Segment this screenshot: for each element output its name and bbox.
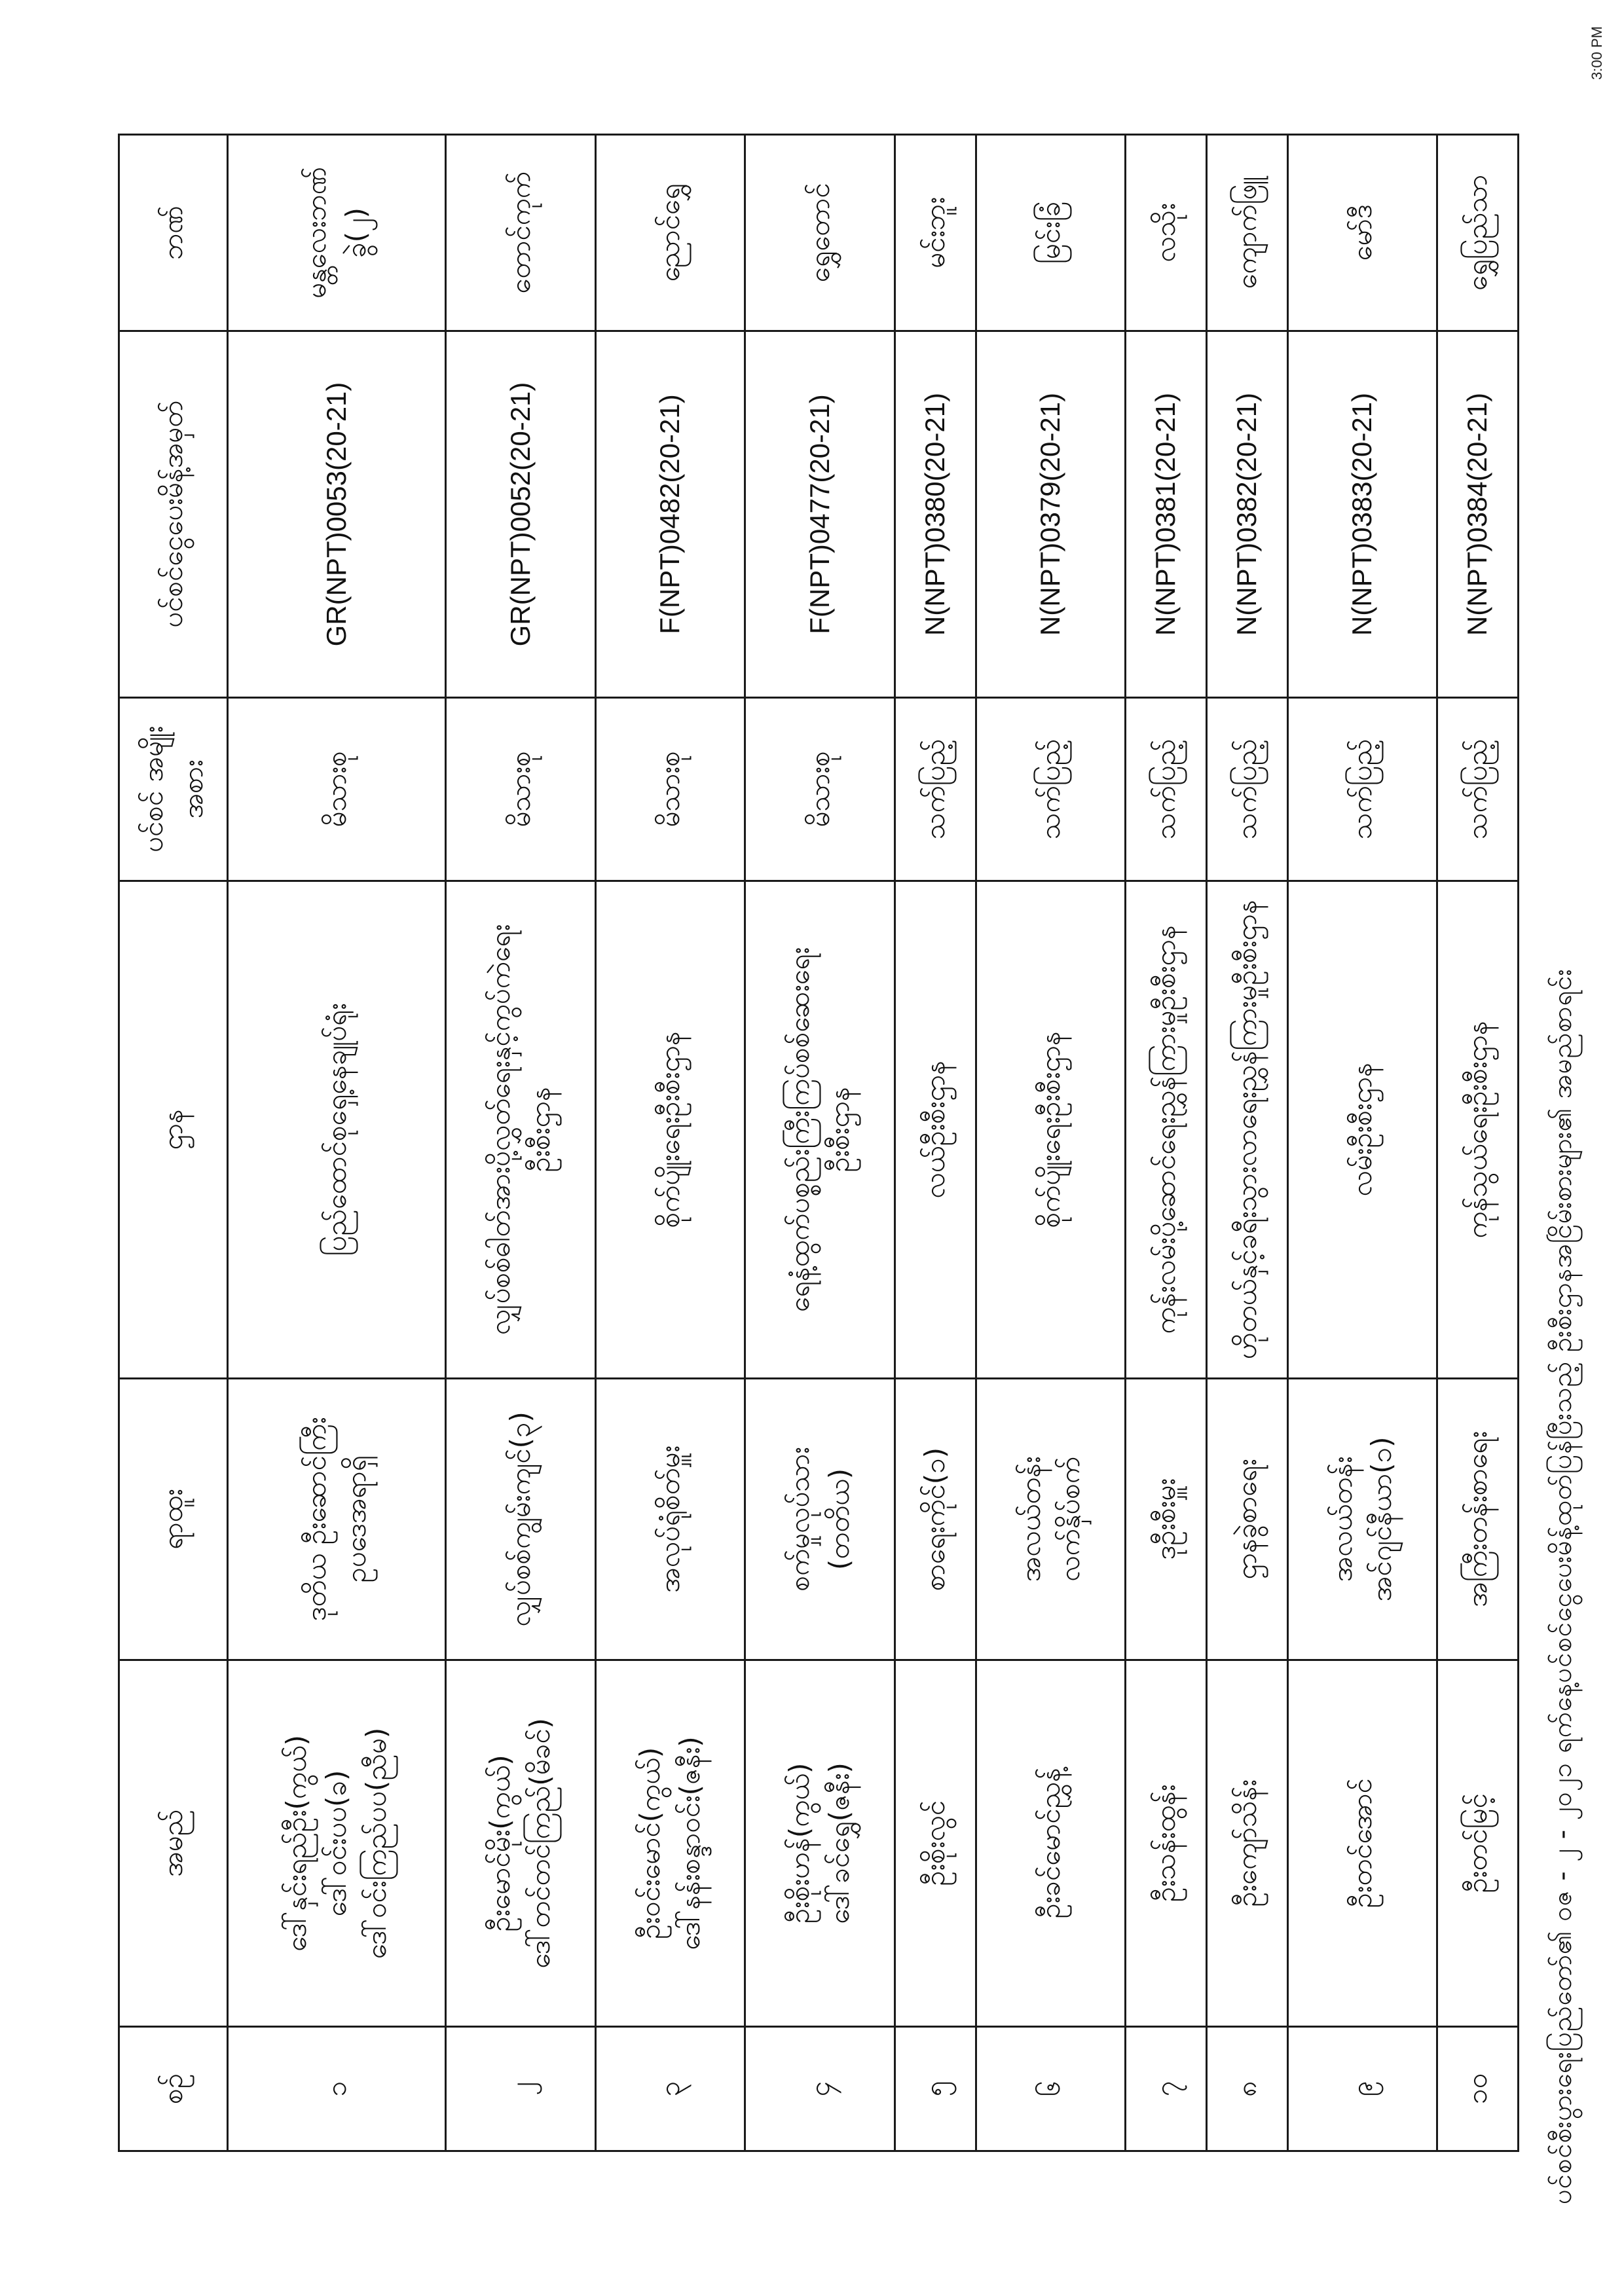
cell-name-line: ဒေါ်နှင်းရည်ဦး(ကွယ်) <box>280 1735 312 1952</box>
cell-rank-line: စက်မှုလုပ်သား <box>783 1447 816 1592</box>
cell-pension-type-line: မိသားစု <box>504 751 536 828</box>
cell-no: ၃ <box>595 2027 745 2151</box>
table-row <box>1126 135 1207 2151</box>
cell-department-line: စိုက်ပျိုးရေးဦးစီးဌာန <box>654 1031 686 1228</box>
cell-department <box>1287 881 1437 1379</box>
cell-rank-line: အင်ဂျင်နီယာ(၁) <box>1365 1436 1398 1602</box>
cell-pension-type-line: သက်ပြည့် <box>918 738 951 840</box>
cell-pension-type-line: သက်ပြည့် <box>1033 738 1066 840</box>
table-row <box>1287 135 1437 2151</box>
cell-pension-type <box>976 698 1126 881</box>
cell-name-line: ဦးခင်မောင်ညွှန့် <box>1033 1768 1066 1919</box>
cell-name-line: ဦးသန်းထွန်း <box>1149 1784 1182 1903</box>
cell-rank <box>446 1379 596 1660</box>
cell-pension-type <box>446 698 596 881</box>
cell-no: ၁၀ <box>1437 2027 1519 2151</box>
cell-rank <box>595 1379 745 1660</box>
cell-rank <box>1287 1379 1437 1660</box>
cell-name-line: ဦးဝင်းမောင်(ကွယ်) <box>633 1747 666 1940</box>
cell-rank-line: အလယ်တန်း <box>1325 1456 1358 1582</box>
cell-bank: မော်ဒီ <box>1287 135 1437 331</box>
cell-rank <box>228 1379 446 1660</box>
cell-department <box>1126 881 1207 1379</box>
cell-name <box>1287 1660 1437 2027</box>
cell-order-number: N(NPT)0380(20-21) <box>895 331 976 698</box>
cell-name <box>976 1660 1126 2027</box>
cell-pension-type-line: မိသားစု <box>803 751 836 828</box>
table-row <box>595 135 745 2151</box>
cell-order-number: N(NPT)0382(20-21) <box>1206 331 1287 698</box>
cell-rank <box>1126 1379 1207 1660</box>
cell-department-line: စိုက်ပျိုးရေးဦးစီးဌာန <box>1033 1031 1066 1228</box>
cell-name-line: ဦးမောင်မိုး(ကွယ်) <box>484 1755 517 1932</box>
cell-department-line: ဦးစီးဌာန <box>524 1087 557 1173</box>
cell-rank <box>1206 1379 1287 1660</box>
table-row <box>745 135 895 2151</box>
cell-rank <box>1437 1379 1519 1660</box>
cell-name-line: ဒေါ်ခင်ရွှေ(ဇနီး) <box>823 1762 856 1924</box>
cell-name-line: ဒေါ်နန်းစန္ဒာဝင်း(ဇနီး) <box>673 1736 706 1950</box>
col-header-name: အမည် <box>119 1660 228 2027</box>
cell-bank: မြင်းခြံ <box>976 135 1126 331</box>
cell-no: ၄ <box>745 2027 895 2151</box>
cell-name-line: ဦးစိုးလွင် <box>918 1800 951 1886</box>
cell-department <box>745 881 895 1379</box>
col-header-department: ဌာန <box>119 881 228 1379</box>
cell-no: ၁ <box>228 2027 446 2151</box>
cell-order-number: N(NPT)0383(20-21) <box>1287 331 1437 698</box>
cell-pension-type <box>228 698 446 881</box>
cell-pension-type <box>895 698 976 881</box>
cell-department-line: ဦးစီးဌာန <box>823 1087 856 1173</box>
cell-pension-type-line: သက်ပြည့် <box>1230 738 1263 840</box>
cell-rank-line: ဒုဦးစီးမှူး <box>1149 1478 1182 1560</box>
cell-department <box>895 881 976 1379</box>
cell-rank-line: လျှပ်စစ်ကျွမ်းကျင်(၃) <box>504 1412 536 1627</box>
cell-pension-type <box>595 698 745 881</box>
cell-bank: မန္တလေးဘဏ်ခွဲ(၂) <box>228 135 446 331</box>
cell-department-line: ပြည်ထောင်စုရှေ့နေချုပ်ရုံး <box>320 1003 352 1256</box>
cell-name <box>595 1660 745 2027</box>
cell-no: ၈ <box>1206 2027 1287 2151</box>
cell-pension-type-line: မိသားစု <box>320 751 352 828</box>
cell-pension-type <box>1126 698 1207 881</box>
cell-department <box>1206 881 1287 1379</box>
cell-rank-line: ဌာနခွဲစာရေး <box>1230 1459 1263 1580</box>
cell-bank: ရွှေပြည်သာ <box>1437 135 1519 331</box>
table-row <box>976 135 1126 2151</box>
pension-table <box>118 134 1519 2152</box>
cell-bank: မင်းဘူး <box>895 135 976 331</box>
cell-name-line: ဦးတင်မြင့် <box>1461 1793 1494 1893</box>
cell-department <box>595 881 745 1379</box>
cell-department-line: လယ်ဦးစီးဌာန <box>918 1061 951 1199</box>
cell-name-line: ဒေါ်တင်တင်ကြည်(မိခင်) <box>524 1718 557 1969</box>
cell-pension-type-line: သက်ပြည့် <box>1345 738 1378 840</box>
cell-order-number: N(NPT)0379(20-21) <box>976 331 1126 698</box>
cell-name <box>446 1660 596 2027</box>
cell-no: ၂ <box>446 2027 596 2151</box>
cell-rank-line: ဒုတိယ ဦးဆောင်ကြီး <box>300 1417 333 1622</box>
cell-name <box>1126 1660 1207 2027</box>
cell-name <box>1206 1660 1287 2027</box>
cell-bank: လသိုး <box>1126 135 1207 331</box>
cell-department-line: လျှပ်စစ်ဓါတ်အားပို့လွှတ်ရေးနှင့်ကွပ်ကဲရေး <box>484 924 517 1336</box>
cell-rank-line: လက်နှိပ်စက် <box>1054 1457 1086 1582</box>
cell-name <box>895 1660 976 2027</box>
cell-pension-type-line: မိသားစု <box>654 751 686 828</box>
cell-name-line: ဒေါ်ဝင်းပပ(ခ) <box>320 1770 352 1917</box>
cell-department <box>228 881 446 1379</box>
table-row <box>895 135 976 2151</box>
cell-pension-type-line: သက်ပြည့် <box>1149 738 1182 840</box>
cell-rank-line: ဥပဒေအရာရှိ <box>340 1455 373 1583</box>
table-row <box>446 135 596 2151</box>
cell-name <box>745 1660 895 2027</box>
table-header-row <box>119 135 228 2151</box>
timestamp: 3:00 PM <box>1589 26 1605 80</box>
cell-order-number: F(NPT)0477(20-21) <box>745 331 895 698</box>
cell-bank: ရွှေတောင် <box>745 135 895 331</box>
cell-no: ၆ <box>976 2027 1126 2151</box>
cell-no: ၅ <box>895 2027 976 2151</box>
cell-rank-line: (တတိယ) <box>823 1468 856 1571</box>
cell-department-line: ကုန်သွယ်ရေးဦးစီးဌာန <box>1461 1021 1494 1239</box>
cell-department <box>1437 881 1519 1379</box>
cell-pension-type <box>1437 698 1519 881</box>
cell-department-line: ကုန်းလမ်းပို့ဆောင်ရေးညွှန်ကြားမှုဦးစီးဌာန <box>1149 925 1182 1334</box>
cell-no: ၇ <box>1126 2027 1207 2151</box>
cell-order-number: F(NPT)0482(20-21) <box>595 331 745 698</box>
cell-department-line: ဟိုတယ်နှင့်ခရီးသွားလာရေးညွှန်ကြားမှုဦးစီးဌာန <box>1230 900 1263 1360</box>
cell-rank <box>745 1379 895 1660</box>
cell-department-line: ရေနံ့ထွက်ပစ္စည်းကြီးကြပ်စစ်ဆေးရေး <box>783 947 816 1313</box>
cell-department <box>976 881 1126 1379</box>
cell-name-line: ဦးစိုးဟန်(ကွယ်) <box>783 1762 816 1924</box>
cell-name-line: ဒေါ်ဝင်းကြည်ပပ(ညီမ) <box>360 1727 392 1959</box>
cell-rank-line: အလယ်တန်း <box>1014 1456 1046 1582</box>
cell-rank-line: စာရေးကိုင်(၁) <box>918 1447 951 1592</box>
cell-order-number: N(NPT)0384(20-21) <box>1437 331 1519 698</box>
cell-pension-type <box>745 698 895 881</box>
col-header-rank: ရာထူး <box>119 1379 228 1660</box>
col-header-order-number: ပင်စင်ငွေပေးမိန့်အမှတ် <box>119 331 228 698</box>
col-header-pension-type: ပင်စင် အမျိုးအစား <box>119 698 228 881</box>
cell-rank-line: အလုပ်ရုံစိတ်မှူး <box>654 1445 686 1594</box>
table-row <box>1206 135 1287 2151</box>
cell-pension-type-line: သက်ပြည့် <box>1461 738 1494 840</box>
cell-rank-line: အကြီးတန်းစာရေး <box>1461 1430 1494 1608</box>
cell-name <box>228 1660 446 2027</box>
cell-order-number: GR(NPT)0053(20-21) <box>228 331 446 698</box>
col-header-no: စဉ် <box>119 2027 228 2151</box>
document-title: ပင်စင်စီးပွားရေးပြည်တော်၏ ဝဇ - ၂ - ၂၀၂၁ ရက်နေ့ပင်စင်ငွေပေးမိန့်ထုတ်ပြန်ပြီးသည့် ဦးစီးဌာနအငြိမ်းစားများ၏ အမည်စာရင်း <box>1547 968 1578 2204</box>
cell-name <box>1437 1660 1519 2027</box>
cell-bank: တောင်ကုက် <box>446 135 596 331</box>
cell-order-number: GR(NPT)0052(20-21) <box>446 331 596 698</box>
cell-pension-type <box>1206 698 1287 881</box>
cell-order-number: N(NPT)0381(20-21) <box>1126 331 1207 698</box>
cell-no: ၉ <box>1287 2027 1437 2151</box>
cell-pension-type <box>1287 698 1437 881</box>
col-header-bank: ဘဏ် <box>119 135 228 331</box>
cell-name-line: ဦးတင်အောင် <box>1345 1778 1378 1908</box>
cell-name-line: ဦးကျော်သိန်း <box>1230 1779 1263 1907</box>
cell-rank <box>895 1379 976 1660</box>
cell-bank: ညောင်ရွှေ <box>595 135 745 331</box>
table-row <box>1437 135 1519 2151</box>
table-row <box>228 135 446 2151</box>
cell-rank <box>976 1379 1126 1660</box>
cell-department-line: လမ်းဦးစီးဌာန <box>1345 1063 1378 1197</box>
cell-department <box>446 881 596 1379</box>
cell-bank: ကျောက်ဖြူ <box>1206 135 1287 331</box>
